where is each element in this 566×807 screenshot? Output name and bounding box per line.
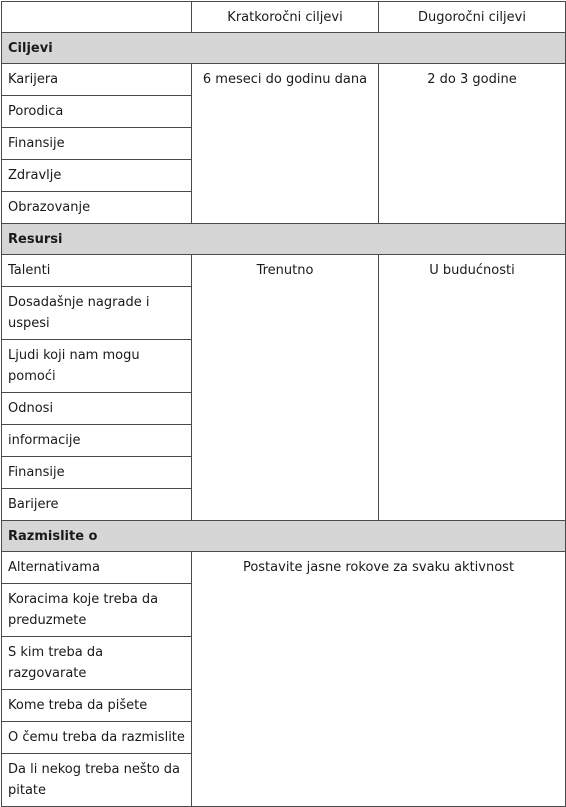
resursi-current-value: Trenutno <box>192 255 379 521</box>
row-label: S kim treba da razgovarate <box>2 637 192 690</box>
row-label: O čemu treba da razmislite <box>2 722 192 754</box>
row-label: informacije <box>2 425 192 457</box>
table-row <box>2 64 566 96</box>
row-label: Finansije <box>2 128 192 160</box>
row-label: Obrazovanje <box>2 192 192 224</box>
row-label: Kome treba da pišete <box>2 690 192 722</box>
section-title: Razmislite o <box>2 521 566 552</box>
row-label: Da li nekog treba nešto da pitate <box>2 754 192 807</box>
section-row-resursi <box>2 224 566 255</box>
row-label: Karijera <box>2 64 192 96</box>
row-label: Barijere <box>2 489 192 521</box>
ciljevi-long-term-value: 2 do 3 godine <box>379 64 566 224</box>
razmislite-deadline-note: Postavite jasne rokove za svaku aktivnost <box>192 552 566 807</box>
row-label: Odnosi <box>2 393 192 425</box>
ciljevi-short-term-value: 6 meseci do godinu dana <box>192 64 379 224</box>
header-row <box>2 2 566 33</box>
row-label: Ljudi koji nam mogu pomoći <box>2 340 192 393</box>
row-label: Porodica <box>2 96 192 128</box>
row-label: Finansije <box>2 457 192 489</box>
row-label: Talenti <box>2 255 192 287</box>
row-label: Alternativama <box>2 552 192 584</box>
resursi-future-value: U budućnosti <box>379 255 566 521</box>
table-row <box>2 552 566 584</box>
header-short-term: Kratkoročni ciljevi <box>192 2 379 33</box>
header-empty-cell <box>2 2 192 33</box>
section-title: Ciljevi <box>2 33 566 64</box>
header-long-term: Dugoročni ciljevi <box>379 2 566 33</box>
row-label: Koracima koje treba da preduzmete <box>2 584 192 637</box>
section-row-razmislite <box>2 521 566 552</box>
row-label: Dosadašnje nagrade i uspesi <box>2 287 192 340</box>
table-row <box>2 255 566 287</box>
section-row-ciljevi <box>2 33 566 64</box>
goals-table <box>1 1 566 807</box>
row-label: Zdravlje <box>2 160 192 192</box>
section-title: Resursi <box>2 224 566 255</box>
